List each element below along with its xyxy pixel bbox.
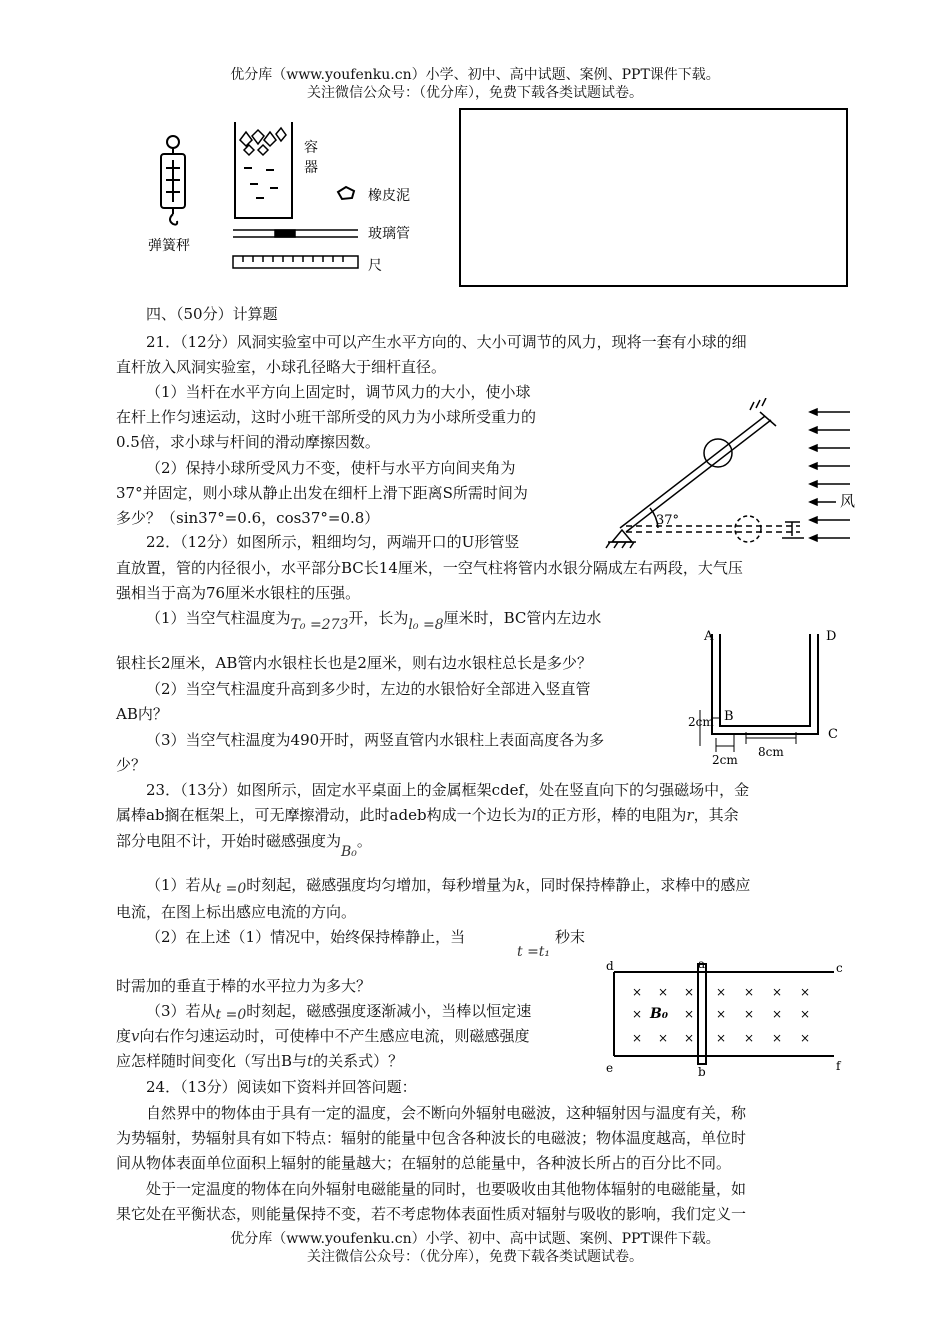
rubber-clay-label: 橡皮泥	[368, 188, 410, 204]
b0-label: B₀	[650, 1006, 668, 1022]
spring-scale-icon	[161, 136, 185, 225]
q23-line-3-b: 。	[356, 832, 372, 850]
q23-k-var: k	[516, 876, 526, 894]
svg-text:×: ×	[744, 985, 755, 999]
svg-text:×: ×	[716, 1007, 727, 1021]
svg-text:×: ×	[800, 1007, 811, 1021]
q23-part3-text-f: 的关系式）？	[313, 1052, 404, 1070]
q22-part1-text-a: （1）当空气柱温度为	[146, 609, 291, 627]
q22-line-3: 强相当于高为76厘米水银柱的压强。	[116, 584, 361, 602]
metal-bar	[698, 964, 706, 1064]
svg-text:×: ×	[658, 985, 669, 999]
svg-text:×: ×	[772, 1007, 783, 1021]
q23-part1-a	[146, 873, 750, 898]
svg-text:×: ×	[772, 1031, 783, 1045]
label-2cm-height: 2cm	[688, 715, 714, 729]
q22-part1-text-c: 厘米时，BC管内左边水	[443, 609, 602, 627]
q23-part3-text-c: 度	[116, 1027, 132, 1045]
q22-line-1: 22．（12分）如图所示，粗细均匀，两端开口的U形管竖	[146, 533, 520, 551]
rubber-clay-icon	[338, 187, 354, 199]
label-B: B	[724, 709, 734, 724]
label-b: b	[698, 1065, 706, 1079]
q21-part2-c: 多少？（sin37°=0.6，cos37°=0.8）	[116, 509, 380, 527]
q23-part1-text-b: 时刻起，磁感强度均匀增加，每秒增量为	[246, 876, 517, 894]
q23-part2-b: 秒末	[555, 928, 586, 946]
svg-text:×: ×	[744, 1007, 755, 1021]
glass-tube-icon	[233, 230, 358, 237]
footer-line-1: 优分库（www.youfenku.cn）小学、初中、高中试题、案例、PPT课件下载。	[230, 1231, 720, 1247]
q24-line-3: 为势辐射，势辐射具有如下特点：辐射的能量中包含各种波长的电磁波；物体温度越高，单位时	[116, 1129, 747, 1147]
q23-part3-a	[146, 999, 531, 1024]
q23-l-var: l	[531, 806, 537, 824]
q23-part2-c: 时需加的垂直于棒的水平拉力为多大？	[116, 977, 372, 995]
svg-text:×: ×	[716, 985, 727, 999]
inclined-rod	[620, 416, 765, 528]
u-tube-figure	[686, 622, 856, 772]
q23-part3-text-e: 应怎样随时间变化（写出B与	[116, 1052, 308, 1070]
magnetic-frame-figure	[600, 960, 850, 1080]
q23-part3-c	[116, 1024, 530, 1048]
label-C: C	[828, 727, 838, 742]
q21-part1-c: 0.5倍，求小球与杆间的滑动摩擦因数。	[116, 433, 380, 451]
q23-part3-text-a: （3）若从	[146, 1002, 216, 1020]
ball-dashed-icon	[735, 516, 761, 542]
wind-arrows	[810, 409, 850, 541]
wind-tunnel-figure	[600, 398, 860, 558]
container-label-2: 器	[304, 160, 318, 176]
q23-part2-a: （2）在上述（1）情况中，始终保持棒静止，当	[146, 928, 466, 946]
q23-t-var: t	[307, 1052, 314, 1070]
q21-part2-b: 37°并固定，则小球从静止出发在细杆上滑下距离S所需时间为	[116, 484, 528, 502]
svg-text:×: ×	[632, 1031, 643, 1045]
q21-line-1: 21．（12分）风洞实验室中可以产生水平方向的、大小可调节的风力，现将一套有小球的细	[146, 333, 747, 351]
header-line-2: 关注微信公众号：（优分库），免费下载各类试题试卷。	[307, 85, 643, 101]
q23-line-2-a: 属棒ab搁在框架上，可无摩擦滑动，此时adeb构成一个边长为	[116, 806, 532, 824]
glass-tube-label: 玻璃管	[368, 226, 410, 242]
q22-l0-formula: l₀ =8	[408, 617, 444, 633]
svg-text:×: ×	[800, 985, 811, 999]
q23-line-2-c: ，其余	[693, 806, 739, 824]
q23-b0-var: B₀	[341, 844, 357, 860]
label-a: a	[698, 960, 706, 971]
svg-text:×: ×	[800, 1031, 811, 1045]
q23-part3-text-d: 向右作匀速运动时，可使棒中不产生感应电流，则磁感强度	[139, 1027, 530, 1045]
q23-part3-text-b: 时刻起，磁感强度逐渐减小，当棒以恒定速	[246, 1002, 532, 1020]
header-line-1: 优分库（www.youfenku.cn）小学、初中、高中试题、案例、PPT课件下载。	[230, 67, 720, 83]
spring-scale-label: 弹簧秤	[148, 238, 190, 254]
q21-line-2: 直杆放入风洞实验室，小球孔径略大于细杆直径。	[116, 358, 447, 376]
q23-line-3	[116, 829, 372, 860]
q23-line-2	[116, 803, 739, 827]
label-d: d	[606, 960, 614, 973]
wind-label: 风	[840, 492, 856, 510]
label-8cm: 8cm	[758, 745, 784, 759]
q23-part1-text-c: ，同时保持棒静止，求棒中的感应	[525, 876, 751, 894]
q23-r-var: r	[686, 806, 694, 824]
q23-line-2-b: 的正方形，棒的电阻为	[536, 806, 687, 824]
label-D: D	[826, 629, 837, 644]
q22-part3-b: 少？	[116, 756, 147, 774]
q22-t0-formula: T₀ =273	[290, 617, 349, 633]
q24-line-2: 自然界中的物体由于具有一定的温度，会不断向外辐射电磁波，这种辐射因与温度有关，称	[146, 1104, 747, 1122]
q23-t1-formula: t =t₁	[517, 944, 551, 960]
svg-text:×: ×	[716, 1031, 727, 1045]
svg-text:×: ×	[772, 985, 783, 999]
footer-line-2: 关注微信公众号：（优分库），免费下载各类试题试卷。	[307, 1249, 643, 1265]
label-e: e	[606, 1061, 614, 1075]
svg-text:×: ×	[684, 1031, 695, 1045]
q23-line-1: 23．（13分）如图所示，固定水平桌面上的金属框架cdef，处在竖直向下的匀强磁场中，金	[146, 781, 750, 799]
q23-t0b-formula: t =0	[215, 1007, 247, 1023]
q23-part3-e	[116, 1049, 403, 1073]
svg-text:×: ×	[684, 1007, 695, 1021]
q23-part1-d: 电流，在图上标出感应电流的方向。	[116, 903, 357, 921]
ruler-icon	[233, 256, 358, 268]
section-title: 四、（50分）计算题	[146, 305, 278, 323]
label-A: A	[704, 629, 714, 644]
q22-part2-a: （2）当空气柱温度升高到多少时，左边的水银恰好全部进入竖直管	[146, 680, 591, 698]
svg-text:×: ×	[744, 1031, 755, 1045]
svg-text:×: ×	[684, 985, 695, 999]
q23-t0-formula: t =0	[215, 881, 247, 897]
answer-box	[459, 108, 848, 287]
q22-part1-d: 银柱长2厘米，AB管内水银柱长也是2厘米，则右边水银柱总长是多少？	[116, 654, 592, 672]
container-icon	[235, 122, 292, 218]
apparatus-figure	[140, 110, 440, 285]
q23-part1-text-a: （1）若从	[146, 876, 216, 894]
q23-line-3-a: 部分电阻不计，开始时磁感强度为	[116, 832, 342, 850]
label-2cm-width: 2cm	[712, 753, 738, 767]
q24-line-5: 处于一定温度的物体在向外辐射电磁能量的同时，也要吸收由其他物体辐射的电磁能量，如	[146, 1180, 747, 1198]
q22-part1-a	[146, 606, 601, 631]
label-f: f	[836, 1059, 841, 1073]
q22-part3-a: （3）当空气柱温度为490开时，两竖直管内水银柱上表面高度各为多	[146, 731, 605, 749]
container-label-1: 容	[304, 140, 318, 156]
q23-v-var: v	[131, 1027, 140, 1045]
svg-text:×: ×	[658, 1031, 669, 1045]
svg-text:×: ×	[632, 985, 643, 999]
q21-part1-b: 在杆上作匀速运动，这时小班干部所受的风力为小球所受重力的	[116, 408, 537, 426]
q21-part1-a: （1）当杆在水平方向上固定时，调节风力的大小，使小球	[146, 383, 531, 401]
angle-label: 37°	[656, 513, 680, 528]
q24-line-4: 间从物体表面单位面积上辐射的能量越大；在辐射的总能量中，各种波长所占的百分比不同。	[116, 1154, 732, 1172]
ruler-label: 尺	[368, 258, 382, 274]
q22-part2-b: AB内？	[116, 705, 168, 723]
q24-line-1: 24．（13分）阅读如下资料并回答问题：	[146, 1078, 417, 1096]
label-c: c	[836, 961, 843, 975]
q21-part2-a: （2）保持小球所受风力不变，使杆与水平方向间夹角为	[146, 459, 516, 477]
q22-line-2: 直放置，管的内径很小，水平部分BC长14厘米，一空气柱将管内水银分隔成左右两段，大气压	[116, 559, 743, 577]
svg-text:×: ×	[632, 1007, 643, 1021]
q22-part1-text-b: 开，长为	[348, 609, 409, 627]
q24-line-6: 果它处在平衡状态，则能量保持不变，若不考虑物体表面性质对辐射与吸收的影响，我们定义一	[116, 1205, 747, 1223]
